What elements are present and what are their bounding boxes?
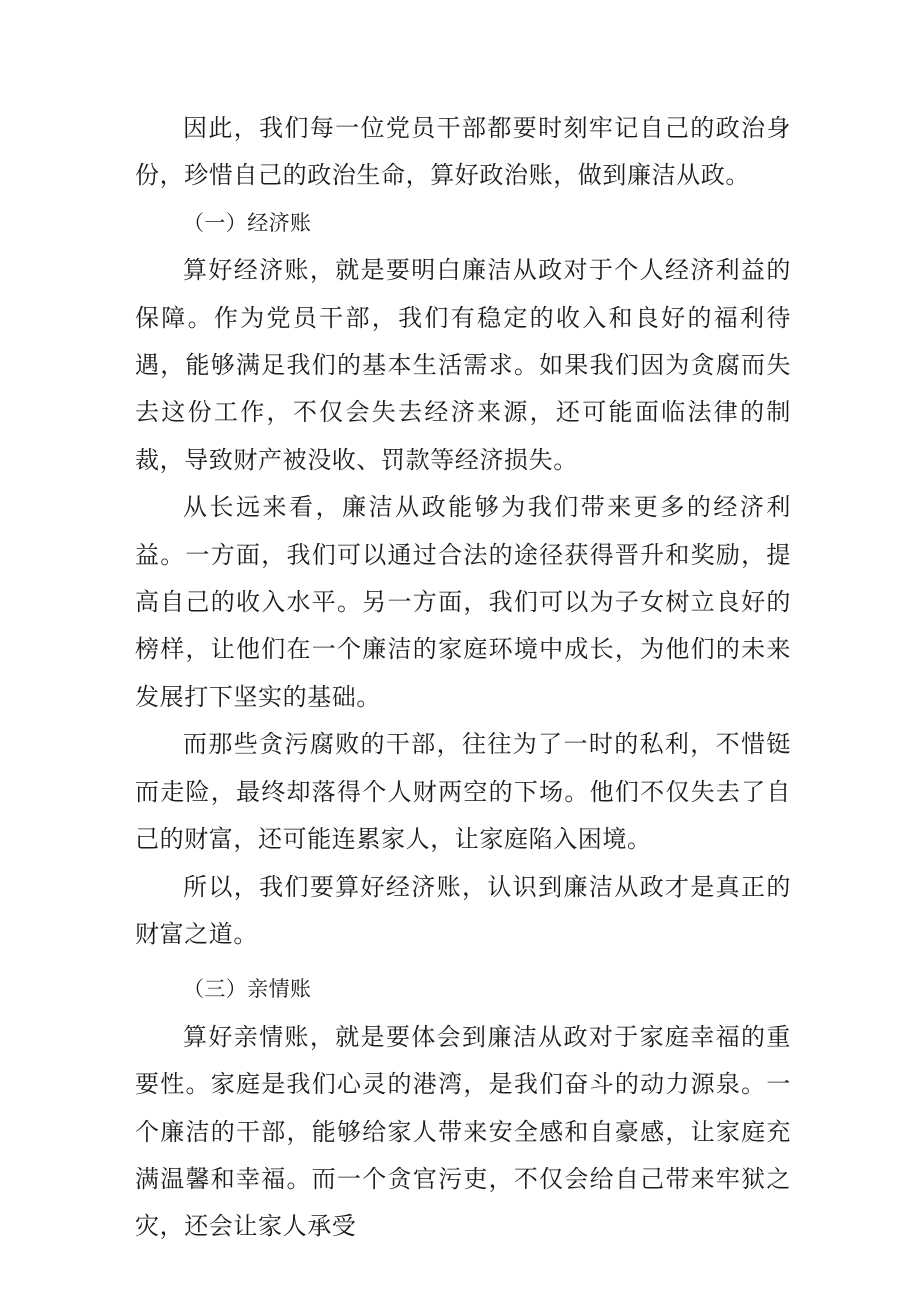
paragraph-corrupt-officials: 而那些贪污腐败的干部，往往为了一时的私利，不惜铤而走险，最终却落得个人财两空的下场。他们不仅失去了自己的财富，还可能连累家人，让家庭陷入困境。	[135, 730, 791, 854]
paragraph-economic-conclusion: 所以，我们要算好经济账，认识到廉洁从政才是真正的财富之道。	[135, 872, 791, 948]
paragraph-economic-account-intro: 算好经济账，就是要明白廉洁从政对于个人经济利益的保障。作为党员干部，我们有稳定的收入和良好的福利待遇，能够满足我们的基本生活需求。如果我们因为贪腐而失去这份工作，不仅会失去经济来源，还可能面临法律的制裁，导致财产被没收、罚款等经济损失。	[135, 256, 791, 474]
paragraph-long-term-benefits: 从长远来看，廉洁从政能够为我们带来更多的经济利益。一方面，我们可以通过合法的途径获得晋升和奖励，提高自己的收入水平。另一方面，我们可以为子女树立良好的榜样，让他们在一个廉洁的家庭环境中成长，为他们的未来发展打下坚实的基础。	[135, 493, 791, 711]
section-gap	[135, 958, 791, 966]
paragraph-political-account: 因此，我们每一位党员干部都要时刻牢记自己的政治身份，珍惜自己的政治生命，算好政治账，做到廉洁从政。	[135, 114, 791, 190]
section-heading-economic-account: （一）经济账	[183, 210, 312, 235]
document-body	[135, 105, 791, 1251]
paragraph-family-account-intro: 算好亲情账，就是要体会到廉洁从政对于家庭幸福的重要性。家庭是我们心灵的港湾，是我们奋斗的动力源泉。一个廉洁的干部，能够给家人带来安全感和自豪感，让家庭充满温馨和幸福。而一个贪官污吏，不仅会给自己带来牢狱之灾，还会让家人承受	[135, 1022, 791, 1241]
section-heading-family-account: （三）亲情账	[183, 977, 312, 1002]
